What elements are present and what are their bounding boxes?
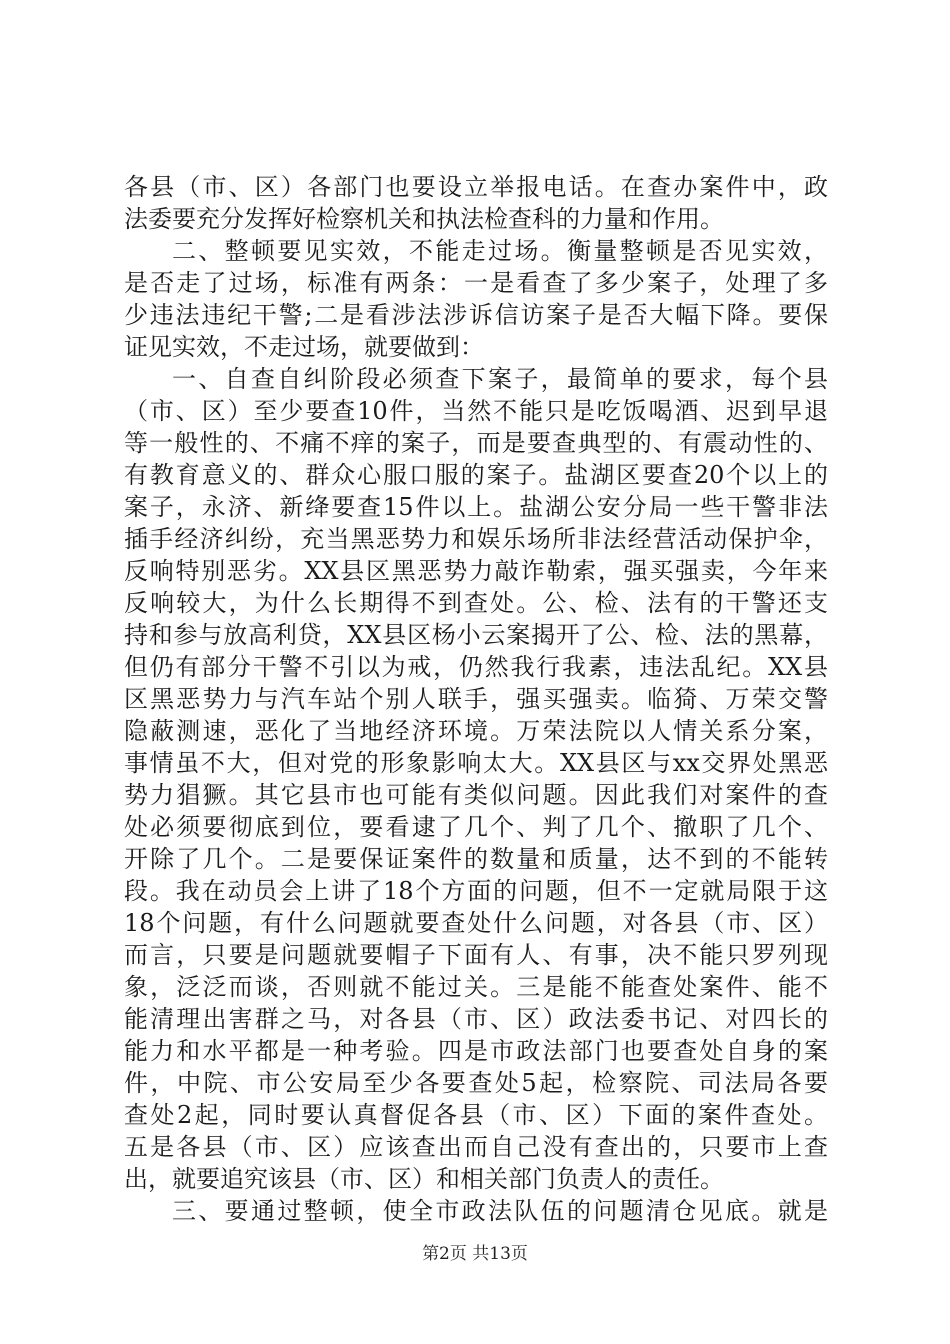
text-line: 出，就要追究该县（市、区）和相关部门负责人的责任。 — [124, 1165, 724, 1193]
text-line: 段。我在动员会上讲了18个方面的问题，但不一定就局限于这 — [124, 877, 828, 905]
text-line: 法委要充分发挥好检察机关和执法检查科的力量和作用。 — [124, 205, 724, 233]
text-line: 证见实效，不走过场，就要做到： — [124, 333, 484, 361]
text-line: 案子，永济、新绛要查15件以上。盐湖公安分局一些干警非法 — [124, 493, 828, 521]
text-line: 象，泛泛而谈，否则就不能过关。三是能不能查处案件、能不 — [124, 973, 828, 1001]
text-line: 隐蔽测速，恶化了当地经济环境。万荣法院以人情关系分案， — [124, 717, 828, 745]
text-line: 处必须要彻底到位，要看逮了几个、判了几个、撤职了几个、 — [124, 813, 828, 841]
text-line: 少违法违纪干警;二是看涉法涉诉信访案子是否大幅下降。要保 — [124, 301, 828, 329]
text-line: 能清理出害群之马，对各县（市、区）政法委书记、对四长的 — [124, 1005, 828, 1033]
text-line: 查处2起，同时要认真督促各县（市、区）下面的案件查处。 — [124, 1101, 828, 1129]
text-line: 插手经济纠纷，充当黑恶势力和娱乐场所非法经营活动保护伞， — [124, 525, 828, 553]
text-line: 三、要通过整顿，使全市政法队伍的问题清仓见底。就是 — [172, 1197, 828, 1225]
document-body — [124, 171, 828, 1227]
text-line: 反响特别恶劣。XX县区黑恶势力敲诈勒索，强买强卖，今年来 — [124, 557, 828, 585]
text-line: 是否走了过场，标准有两条：一是看查了多少案子，处理了多 — [124, 269, 828, 297]
text-line: 事情虽不大，但对党的形象影响太大。XX县区与xx交界处黑恶 — [124, 749, 828, 777]
text-line: 但仍有部分干警不引以为戒，仍然我行我素，违法乱纪。XX县 — [124, 653, 828, 681]
text-line: 势力猖獗。其它县市也可能有类似问题。因此我们对案件的查 — [124, 781, 828, 809]
text-line: 开除了几个。二是要保证案件的数量和质量，达不到的不能转 — [124, 845, 828, 873]
text-line: 件，中院、市公安局至少各要查处5起，检察院、司法局各要 — [124, 1069, 828, 1097]
text-line: 一、自查自纠阶段必须查下案子，最简单的要求，每个县 — [172, 365, 828, 393]
text-line: 有教育意义的、群众心服口服的案子。盐湖区要查20个以上的 — [124, 461, 828, 489]
text-line: 能力和水平都是一种考验。四是市政法部门也要查处自身的案 — [124, 1037, 828, 1065]
text-line: 五是各县（市、区）应该查出而自己没有查出的，只要市上查 — [124, 1133, 828, 1161]
text-line: 而言，只要是问题就要帽子下面有人、有事，决不能只罗列现 — [124, 941, 828, 969]
text-line: 反响较大，为什么长期得不到查处。公、检、法有的干警还支 — [124, 589, 828, 617]
text-line: （市、区）至少要查10件，当然不能只是吃饭喝酒、迟到早退 — [124, 397, 828, 425]
text-line: 区黑恶势力与汽车站个别人联手，强买强卖。临猗、万荣交警 — [124, 685, 828, 713]
page-number-footer: 第2页 共13页 — [422, 1244, 528, 1264]
text-line: 各县（市、区）各部门也要设立举报电话。在查办案件中，政 — [124, 173, 828, 201]
text-line: 持和参与放高利贷，XX县区杨小云案揭开了公、检、法的黑幕， — [124, 621, 828, 649]
text-line: 二、整顿要见实效，不能走过场。衡量整顿是否见实效， — [172, 237, 828, 265]
text-line: 等一般性的、不痛不痒的案子，而是要查典型的、有震动性的、 — [124, 429, 828, 457]
text-line: 18个问题，有什么问题就要查处什么问题，对各县（市、区） — [124, 909, 828, 937]
